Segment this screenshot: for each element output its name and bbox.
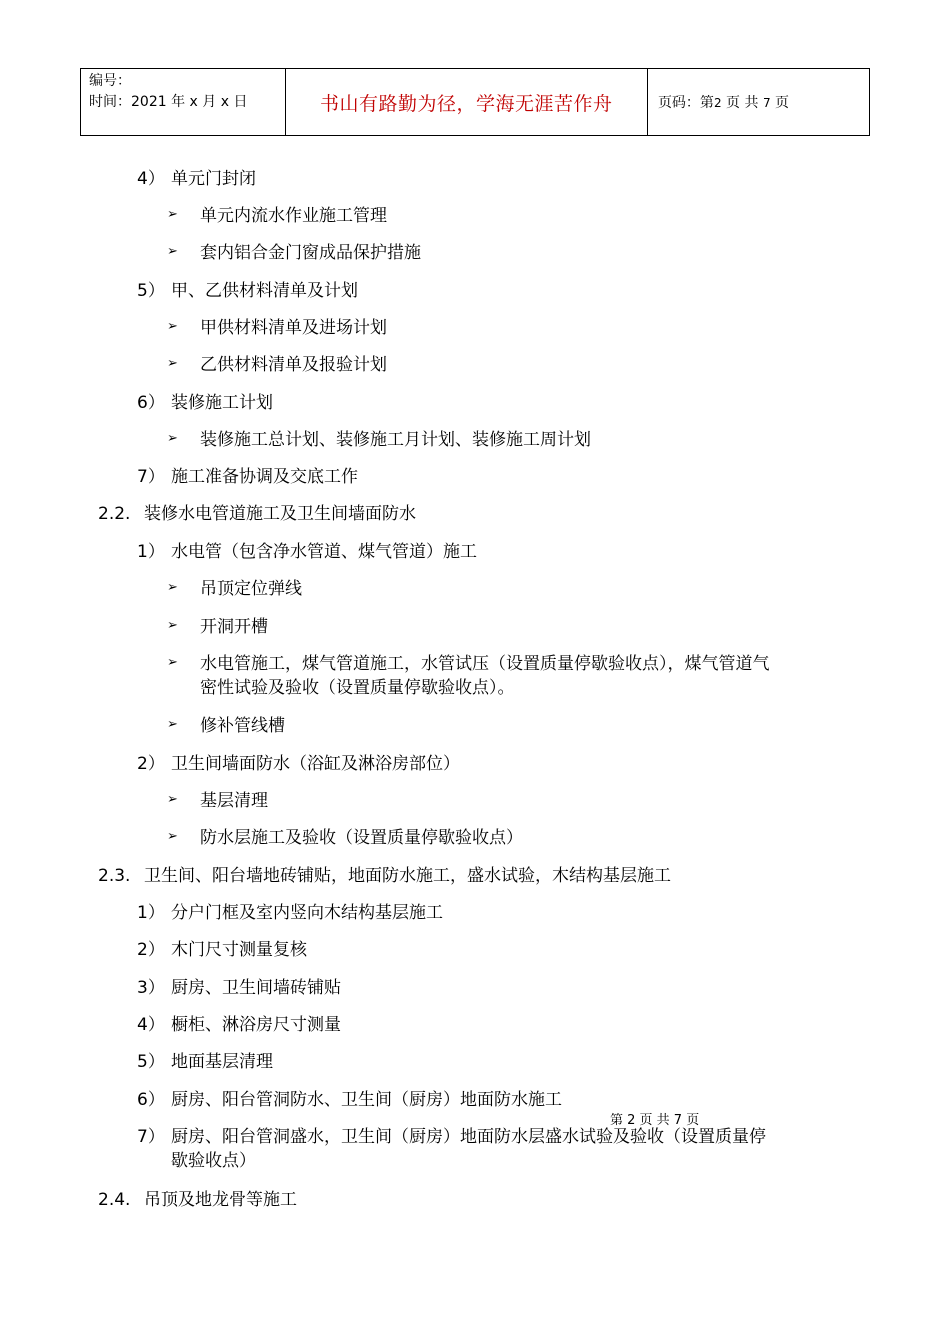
item-number: 2.2. (98, 504, 131, 524)
list-item (137, 391, 273, 415)
item-number: 2） (137, 754, 165, 774)
item-text: 单元门封闭 (171, 169, 256, 189)
section-heading (98, 502, 416, 526)
item-number: 5） (137, 1052, 165, 1072)
bullet-item: 套内铝合金门窗成品保护措施 (200, 243, 421, 263)
item-number: 2.4. (98, 1190, 131, 1210)
bullet-item: 吊顶定位弹线 (200, 579, 302, 599)
bullet-item: 乙供材料清单及报验计划 (200, 355, 387, 375)
item-text: 木门尺寸测量复核 (171, 940, 307, 960)
list-item (137, 752, 460, 776)
item-text: 甲、乙供材料清单及计划 (171, 281, 358, 301)
item-number: 5） (137, 281, 165, 301)
item-text: 分户门框及室内竖向木结构基层施工 (171, 903, 443, 923)
bullet-item: 装修施工总计划、装修施工月计划、装修施工周计划 (200, 430, 591, 450)
item-text: 橱柜、淋浴房尺寸测量 (171, 1015, 341, 1035)
item-text: 吊顶及地龙骨等施工 (144, 1190, 297, 1210)
item-text: 地面基层清理 (171, 1052, 273, 1072)
section-heading (98, 1188, 297, 1212)
list-item (137, 1088, 562, 1112)
header-motto: 书山有路勤为径，学海无涯苦作舟 (285, 69, 647, 136)
page-footer: 第 2 页 共 7 页 (610, 1113, 700, 1128)
item-number: 6） (137, 393, 165, 413)
bullet-arrow-icon: ➢ (167, 618, 178, 633)
item-text: 水电管（包含净水管道、煤气管道）施工 (171, 542, 477, 562)
bullet-arrow-icon: ➢ (167, 717, 178, 732)
header-page-info: 页码：第2 页 共 7 页 (647, 69, 869, 136)
bullet-item: 基层清理 (200, 791, 268, 811)
bullet-arrow-icon: ➢ (167, 580, 178, 595)
item-text: 卫生间墙面防水（浴缸及淋浴房部位） (171, 754, 460, 774)
bullet-item: 开洞开槽 (200, 617, 268, 637)
document-number-label: 编号： (89, 73, 131, 89)
bullet-item: 防水层施工及验收（设置质量停歇验收点） (200, 828, 523, 848)
list-item (137, 279, 358, 303)
bullet-arrow-icon: ➢ (167, 792, 178, 807)
item-number: 7） (137, 467, 165, 487)
item-number: 2.3. (98, 866, 131, 886)
item-number: 4） (137, 1015, 165, 1035)
item-text: 厨房、卫生间墙砖铺贴 (171, 978, 341, 998)
list-item (137, 1013, 341, 1037)
list-item (137, 540, 477, 564)
item-number: 4） (137, 169, 165, 189)
item-number: 3） (137, 978, 165, 998)
bullet-arrow-icon: ➢ (167, 431, 178, 446)
document-date-label: 时间：2021 年 x 月 x 日 (89, 94, 248, 110)
item-text: 卫生间、阳台墙地砖铺贴，地面防水施工，盛水试验，木结构基层施工 (144, 866, 671, 886)
item-text: 装修水电管道施工及卫生间墙面防水 (144, 504, 416, 524)
item-text-continued: 歇验收点） (171, 1151, 256, 1171)
item-text: 厨房、阳台管洞防水、卫生间（厨房）地面防水施工 (171, 1090, 562, 1110)
item-number: 1） (137, 903, 165, 923)
bullet-item: 修补管线槽 (200, 716, 285, 736)
bullet-arrow-icon: ➢ (167, 319, 178, 334)
bullet-arrow-icon: ➢ (167, 356, 178, 371)
item-number: 2） (137, 940, 165, 960)
item-text: 施工准备协调及交底工作 (171, 467, 358, 487)
item-number: 1） (137, 542, 165, 562)
list-item (137, 167, 256, 191)
header-table (80, 68, 870, 136)
section-heading (98, 864, 671, 888)
list-item (137, 938, 307, 962)
item-number: 6） (137, 1090, 165, 1110)
item-number: 7） (137, 1127, 165, 1147)
bullet-item: 水电管施工，煤气管道施工，水管试压（设置质量停歇验收点），煤气管道气 (200, 654, 770, 674)
bullet-arrow-icon: ➢ (167, 207, 178, 222)
list-item (137, 976, 341, 1000)
header-meta-cell (81, 69, 286, 136)
list-item (137, 901, 443, 925)
item-text: 厨房、阳台管洞盛水，卫生间（厨房）地面防水层盛水试验及验收（设置质量停 (171, 1127, 766, 1147)
list-item (137, 1050, 273, 1074)
item-text: 装修施工计划 (171, 393, 273, 413)
bullet-item-continued: 密性试验及验收（设置质量停歇验收点）。 (200, 678, 515, 698)
bullet-arrow-icon: ➢ (167, 829, 178, 844)
bullet-arrow-icon: ➢ (167, 655, 178, 670)
bullet-item: 单元内流水作业施工管理 (200, 206, 387, 226)
list-item (137, 465, 358, 489)
bullet-arrow-icon: ➢ (167, 244, 178, 259)
bullet-item: 甲供材料清单及进场计划 (200, 318, 387, 338)
